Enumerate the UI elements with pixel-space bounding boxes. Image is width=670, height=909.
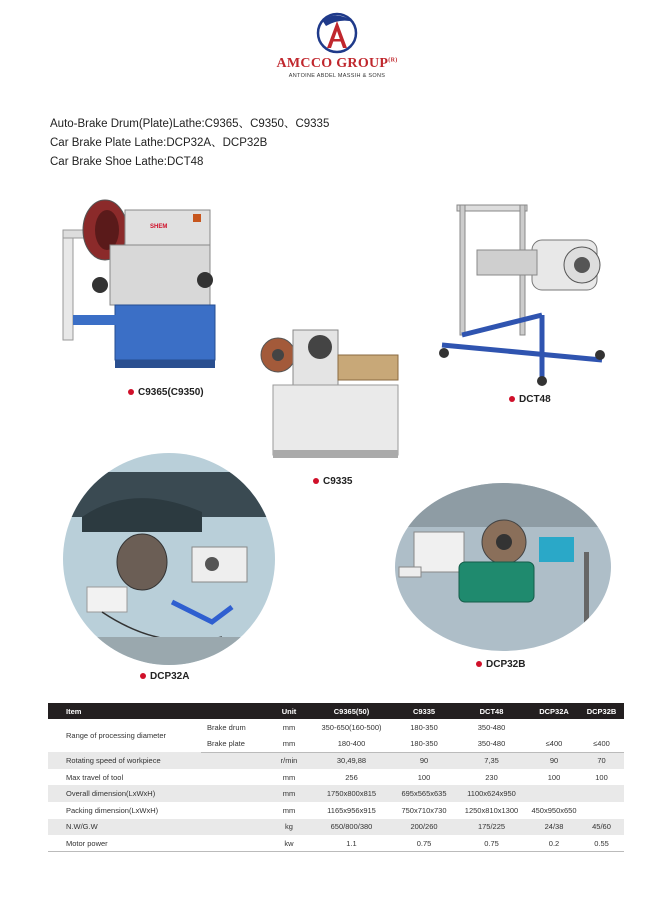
cell: 30,49,88 bbox=[309, 752, 394, 769]
cell: 0.55 bbox=[579, 835, 624, 852]
caption-c9335: C9335 bbox=[313, 476, 352, 487]
heading-drum-lathe: Auto-Brake Drum(Plate)Lathe:C9365、C9350、C9335 bbox=[50, 118, 330, 130]
row-sublabel: Brake plate bbox=[201, 736, 269, 753]
caption-c9365: C9365(C9350) bbox=[128, 387, 204, 398]
cell: 1.1 bbox=[309, 835, 394, 852]
caption-dcp32b: DCP32B bbox=[476, 659, 525, 670]
cell: 750x710x730 bbox=[394, 802, 454, 819]
cell: 1250x810x1300 bbox=[454, 802, 529, 819]
cell bbox=[579, 802, 624, 819]
row-label: Motor power bbox=[48, 835, 269, 852]
cell: 90 bbox=[394, 752, 454, 769]
cell: 350-650(160-500) bbox=[309, 719, 394, 736]
col-header-unit: Unit bbox=[269, 703, 309, 719]
cell: 350-480 bbox=[454, 719, 529, 736]
table-row bbox=[48, 802, 624, 819]
cell: 7,35 bbox=[454, 752, 529, 769]
cell bbox=[529, 719, 579, 736]
cell: 0.2 bbox=[529, 835, 579, 852]
col-header-dcp32a: DCP32A bbox=[529, 703, 579, 719]
cell: 180-400 bbox=[309, 736, 394, 753]
cell: 70 bbox=[579, 752, 624, 769]
cell: 100 bbox=[529, 769, 579, 786]
table-row bbox=[48, 835, 624, 852]
brand-subtitle: ANTOINE ABDEL MASSIH & SONS bbox=[288, 73, 386, 79]
brand-name: AMCCO $GROUP^{(R)}$ bbox=[276, 56, 398, 71]
cell bbox=[579, 785, 624, 802]
cell: 695x565x635 bbox=[394, 785, 454, 802]
cell: ≤400 bbox=[579, 736, 624, 753]
c9335-machine-photo bbox=[258, 325, 408, 465]
cell: 45/60 bbox=[579, 819, 624, 836]
cell: 450x950x650 bbox=[529, 802, 579, 819]
heading-plate-lathe: Car Brake Plate Lathe:DCP32A、DCP32B bbox=[50, 137, 268, 149]
row-label-range: Range of processing diameter bbox=[48, 719, 201, 752]
product-headings bbox=[50, 115, 329, 172]
col-header-c9335: C9335 bbox=[394, 703, 454, 719]
cell: 0.75 bbox=[394, 835, 454, 852]
cell: 175/225 bbox=[454, 819, 529, 836]
cell: 1750x800x815 bbox=[309, 785, 394, 802]
row-label: Max travel of tool bbox=[48, 769, 269, 786]
c9365-brand-label: SHEM bbox=[150, 224, 168, 230]
cell: 180-350 bbox=[394, 719, 454, 736]
col-header-dcp32b: DCP32B bbox=[579, 703, 624, 719]
row-unit: mm bbox=[269, 719, 309, 736]
row-label: Packing dimension(LxWxH) bbox=[48, 802, 269, 819]
cell: 90 bbox=[529, 752, 579, 769]
table-row bbox=[48, 785, 624, 802]
caption-dct48: DCT48 bbox=[509, 394, 551, 405]
table-row bbox=[48, 719, 624, 736]
row-label: N.W/G.W bbox=[48, 819, 269, 836]
red-dot-icon bbox=[476, 661, 482, 667]
cell: 650/800/380 bbox=[309, 819, 394, 836]
caption-dcp32a: DCP32A bbox=[140, 671, 189, 682]
dcp32a-machine-photo bbox=[62, 452, 276, 666]
cell bbox=[579, 719, 624, 736]
cell: 1100x624x950 bbox=[454, 785, 529, 802]
cell: 180-350 bbox=[394, 736, 454, 753]
row-unit: kg bbox=[269, 819, 309, 836]
company-logo bbox=[272, 12, 402, 82]
amcco-a-logo-icon bbox=[314, 12, 360, 54]
cell: 230 bbox=[454, 769, 529, 786]
cell: 0.75 bbox=[454, 835, 529, 852]
cell bbox=[529, 785, 579, 802]
dcp32b-machine-photo bbox=[394, 482, 612, 652]
red-dot-icon bbox=[128, 389, 134, 395]
cell: 256 bbox=[309, 769, 394, 786]
spec-table bbox=[48, 703, 624, 852]
red-dot-icon bbox=[313, 478, 319, 484]
table-header-row bbox=[48, 703, 624, 719]
row-unit: mm bbox=[269, 769, 309, 786]
row-sublabel: Brake drum bbox=[201, 719, 269, 736]
cell: 350-480 bbox=[454, 736, 529, 753]
row-unit: r/min bbox=[269, 752, 309, 769]
cell: ≤400 bbox=[529, 736, 579, 753]
heading-shoe-lathe: Car Brake Shoe Lathe:DCT48 bbox=[50, 156, 204, 168]
c9365-machine-photo bbox=[55, 190, 225, 375]
row-unit: kw bbox=[269, 835, 309, 852]
row-unit: mm bbox=[269, 802, 309, 819]
cell: 200/260 bbox=[394, 819, 454, 836]
col-header-c9365: C9365(50) bbox=[309, 703, 394, 719]
row-label: Overall dimension(LxWxH) bbox=[48, 785, 269, 802]
col-header-item: Item bbox=[48, 703, 201, 719]
table-row bbox=[48, 819, 624, 836]
red-dot-icon bbox=[140, 673, 146, 679]
row-label: Rotating speed of workpiece bbox=[48, 752, 269, 769]
cell: 1165x956x915 bbox=[309, 802, 394, 819]
dct48-machine-photo bbox=[432, 195, 607, 390]
cell: 24/38 bbox=[529, 819, 579, 836]
cell: 100 bbox=[394, 769, 454, 786]
cell: 100 bbox=[579, 769, 624, 786]
table-row bbox=[48, 752, 624, 769]
row-unit: mm bbox=[269, 785, 309, 802]
red-dot-icon bbox=[509, 396, 515, 402]
col-header-dct48: DCT48 bbox=[454, 703, 529, 719]
table-row bbox=[48, 769, 624, 786]
row-unit: mm bbox=[269, 736, 309, 753]
col-header-sub bbox=[201, 703, 269, 719]
